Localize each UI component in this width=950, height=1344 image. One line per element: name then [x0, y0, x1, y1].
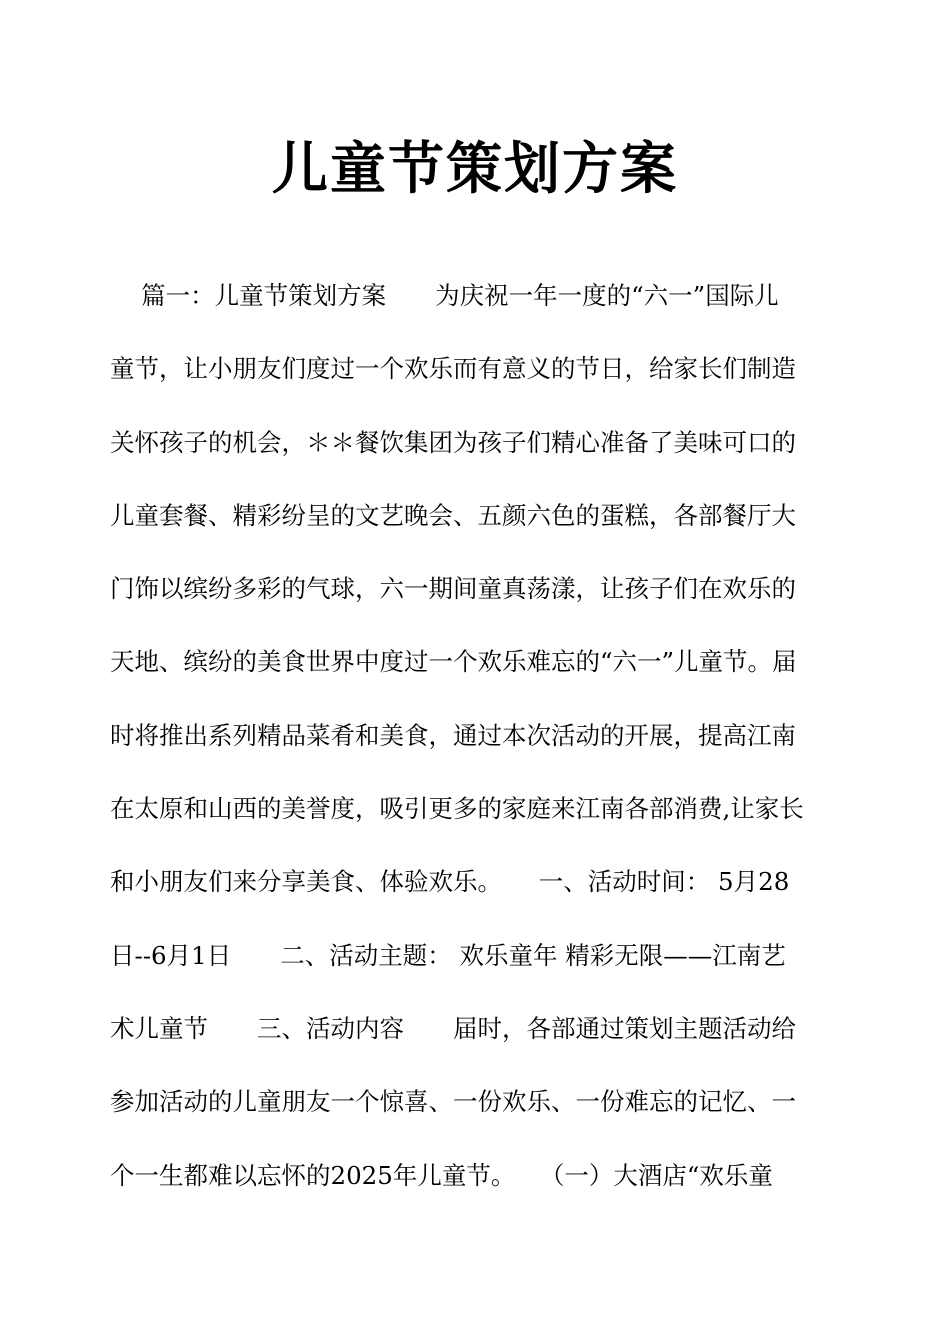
paragraph-line: 童节，让小朋友们度过一个欢乐而有意义的节日，给家长们制造 [110, 354, 796, 384]
paragraph-line: 和小朋友们来分享美食、体验欢乐。 一、活动时间： 5月28 [110, 867, 790, 897]
paragraph-line: 儿童套餐、精彩纷呈的文艺晚会、五颜六色的蛋糕，各部餐厅大 [110, 500, 796, 530]
paragraph-line: 天地、缤纷的美食世界中度过一个欢乐难忘的“六一”儿童节。届 [110, 647, 797, 677]
paragraph-line: 篇一：儿童节策划方案 为庆祝一年一度的“六一”国际儿 [110, 281, 779, 310]
paragraph-line: 关怀孩子的机会，＊＊餐饮集团为孩子们精心准备了美味可口的 [110, 427, 796, 457]
paragraph-line: 时将推出系列精品菜肴和美食，通过本次活动的开展，提高江南 [110, 720, 796, 750]
paragraph-line: 日--6月1日 二、活动主题： 欢乐童年 精彩无限——江南艺 [110, 940, 786, 970]
page-title: 儿童节策划方案 [272, 137, 678, 202]
paragraph-line: 术儿童节 三、活动内容 届时，各部通过策划主题活动给 [110, 1013, 796, 1043]
paragraph-line: 门饰以缤纷多彩的气球，六一期间童真荡漾，让孩子们在欢乐的 [110, 574, 796, 604]
paragraph-line: 参加活动的儿童朋友一个惊喜、一份欢乐、一份难忘的记忆、一 [110, 1087, 796, 1117]
document-body [110, 272, 842, 1225]
paragraph-line: 在太原和山西的美誉度，吸引更多的家庭来江南各部消费,让家长 [110, 794, 804, 824]
paragraph-line: 个一生都难以忘怀的2025年儿童节。 （一）大酒店“欢乐童 [110, 1160, 773, 1190]
